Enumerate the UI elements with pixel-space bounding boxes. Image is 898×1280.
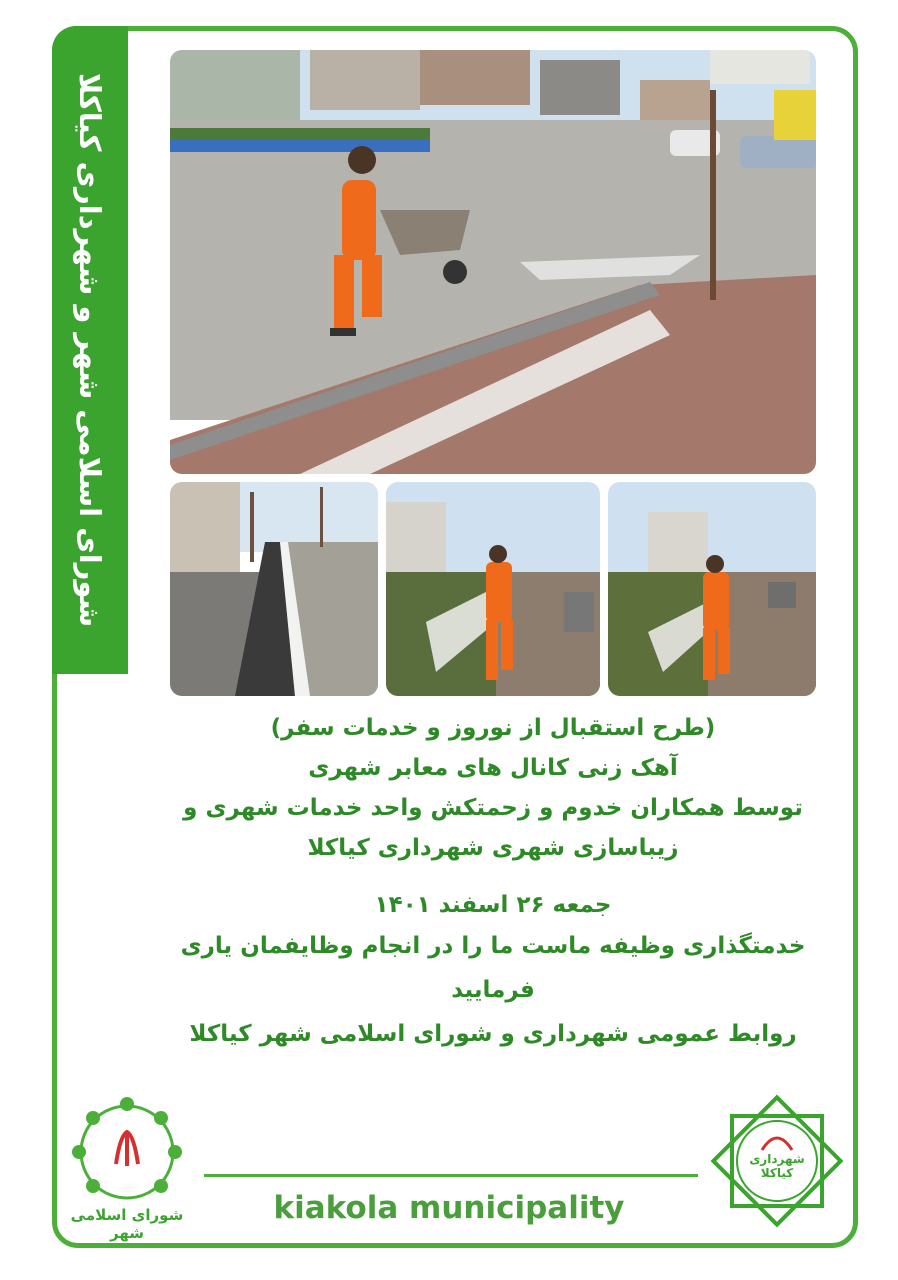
signature-line: روابط عمومی شهرداری و شورای اسلامی شهر کیاکلا [189, 1021, 797, 1047]
side-title-container [52, 26, 128, 674]
headline-line-2: آهک زنی کانال های معابر شهری [308, 755, 678, 781]
main-photo [170, 50, 816, 474]
date-line: جمعه ۲۶ اسفند ۱۴۰۱ [374, 892, 612, 918]
logo-right-caption: شهرداری کیاکلا [749, 1152, 805, 1180]
logo-left-caption: شورای اسلامی شهر [70, 1206, 184, 1242]
headline-line-3: توسط همکاران خدوم و زحمتکش واحد خدمات شهری و [183, 795, 803, 821]
prayer-line-1: خدمتگذاری وظیفه ماست ما را در انجام وظایفمان یاری [180, 933, 806, 959]
photo-worker-curb [608, 482, 816, 696]
photo-worker-spraying [386, 482, 600, 696]
announcement-text [128, 708, 858, 1054]
prayer-line-2: فرمایید [451, 977, 535, 1003]
bottom-rule [204, 1174, 698, 1177]
side-title: شورای اسلامی شهر و شهرداری کیاکلا [73, 72, 108, 628]
headline-line-1: (طرح استقبال از نوروز و خدمات سفر) [270, 715, 716, 741]
headline-line-4: زیباسازی شهری شهرداری کیاکلا [307, 835, 679, 861]
photo-drain-grate [170, 482, 378, 696]
brand-name: kiakola municipality [273, 1190, 625, 1226]
